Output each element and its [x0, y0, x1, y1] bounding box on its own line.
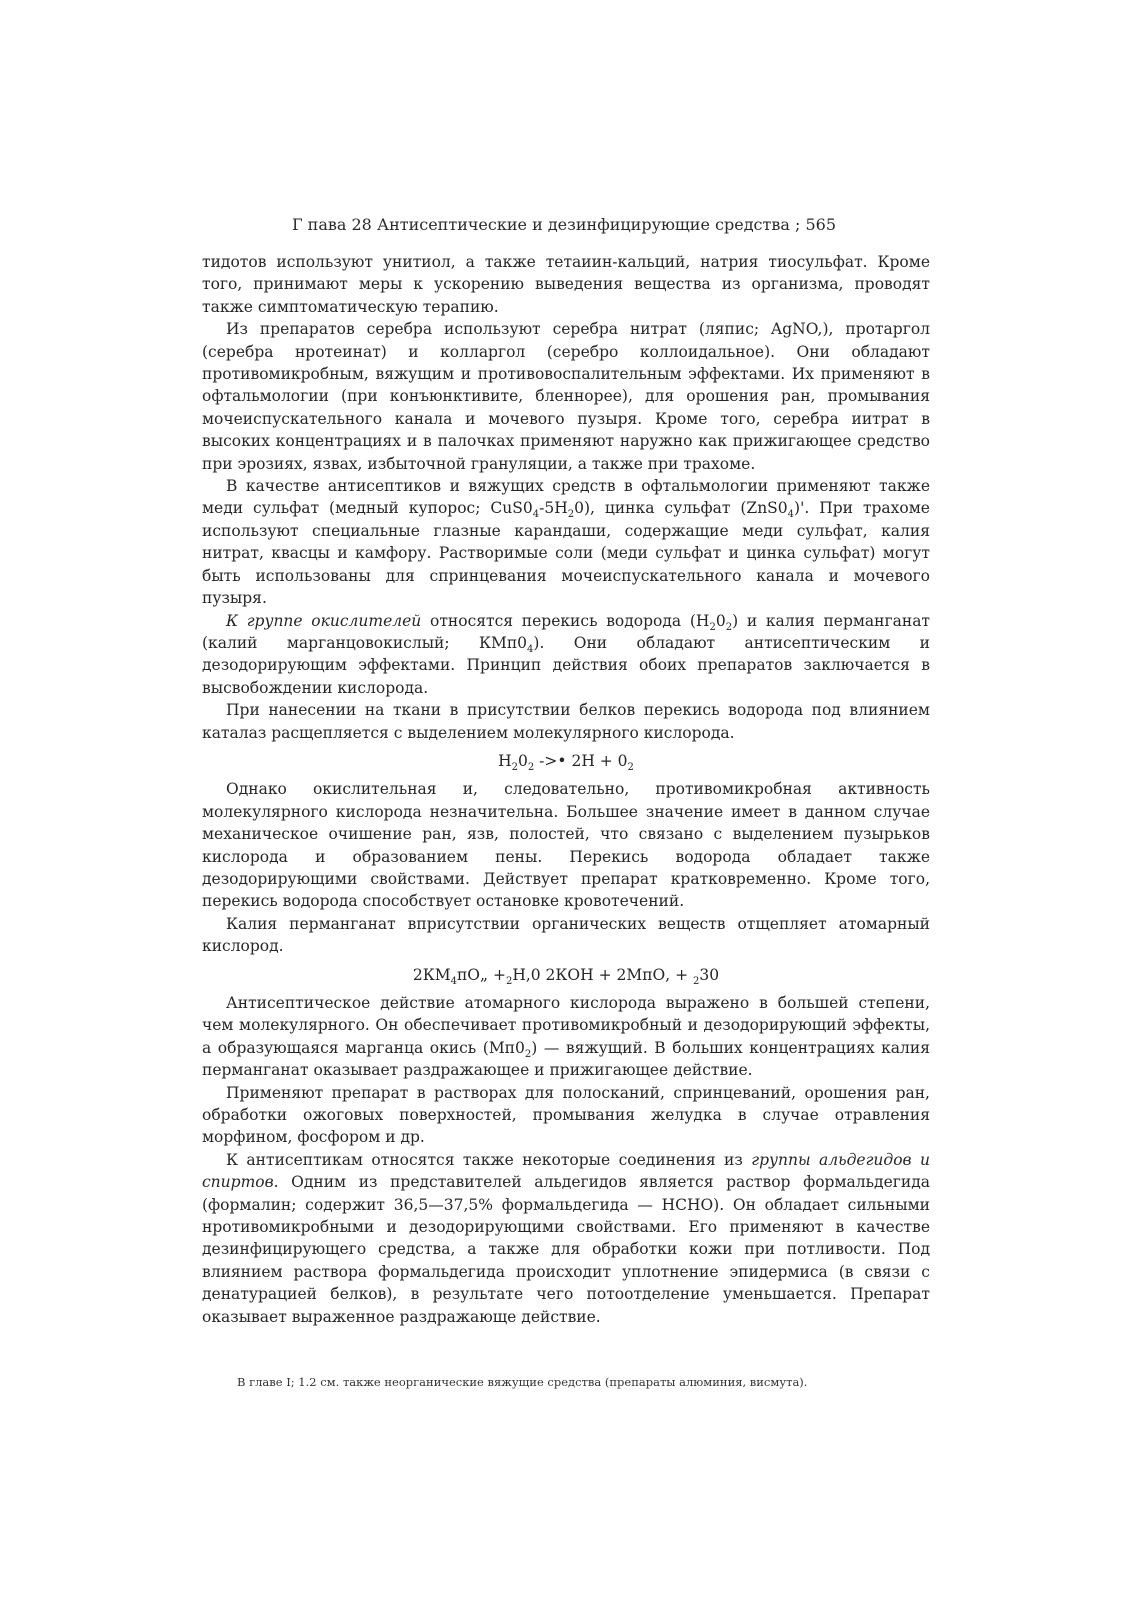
subscript: 2 [725, 621, 733, 633]
text-run: ) — вяжущий. В больших концентрациях калия перманганат оказывает раздражающее и прижигающее действие. [202, 1038, 931, 1080]
running-header: Г пава 28 Антисептические и дезинфицирующие средства ; 565 [291, 215, 837, 234]
subscript: 2 [693, 975, 700, 987]
text-run: ) и калия перманганат (калий марганцовокислый; КМп0 [202, 611, 931, 652]
text-run: Антисептическое действие атомарного кислорода выражено в большей степени, чем молекулярного. Он обеспечивает противомикробный и дезодорирующий эффекты, а образующаяся марганца окись (Мп0 [202, 994, 930, 1057]
emphasis: К группе окислителей [226, 611, 422, 630]
subscript: 2 [627, 762, 634, 774]
subscript: 2 [505, 975, 513, 987]
paragraph-atomic-oxygen [202, 992, 930, 1082]
subscript: 2 [511, 762, 518, 774]
text-run: Одним из представителей альдегидов является раствор формальдегида (формалин; содержит 36,5—37,5% формальдегида — НСНО). Он обладает сильными нротивомикробными и дезодорирующими свойствами. Его применяют в качестве дезинфицирующего средства, а также для обработки кожи при потливости. Под влиянием раствора формальдегида происходит уплотнение эпидермиса (в связи с денатурацией белков), в результате чего потоотделение уменьшается. Препарат оказывает выраженное раздражающе действие. [202, 1173, 930, 1326]
subscript: 4 [527, 644, 534, 655]
subscript: 2 [567, 509, 575, 521]
paragraph-oxidative-activity: Однако окислительная и, следовательно, противомикробная активность молекулярного кислорода незначительна. Большее значение имеет в данном случае механическое очишение ран, язв, полостей, что связано с выделением пузырьков кислорода и образованием пены. Перекись водорода обладает также дезодорирующими свойствами. Действует препарат кратковременно. Кроме того, перекись водорода способствует остановке кровотечений. [202, 780, 930, 911]
paragraph-oxidizers [202, 610, 930, 700]
paragraph-permanganate: Калия перманганат вприсутствии органических веществ отщепляет атомарный кислород. [202, 914, 930, 956]
paragraph-usage: Применяют препарат в растворах для полосканий, спринцеваний, орошения ран, обработки ожоговых поверхностей, промывания желудка в случае отравления морфином, фосфором и др. [202, 1083, 930, 1147]
paragraph-antidotes: тидотов используют унитиол, а также тетаиин-кальций, натрия тиосульфат. Кроме того, принимают меры к ускорению выведения вещества из организма, проводят также симптоматическую терапию. [202, 253, 930, 316]
subscript: 4 [532, 509, 540, 521]
paragraph-silver: Из препаратов серебра используют серебра нитрат (ляпис; AgNO,), протаргол (серебра нротеинат) и колларгол (серебро коллоидальное). Они обладают противомикробным, вяжущим и противовоспалительным эффектами. Их применяют в офтальмологии (при конъюнктивите, бленнорее), для орошения ран, промывания мочеиспускательного канала и мочевого пузыря. Кроме того, серебра иитрат в высоких концентрациях и в палочках применяют наружно как прижигающее средство при эрозиях, язвах, избыточной грануляции, а также при трахоме. [202, 320, 930, 473]
body-text [202, 251, 930, 1328]
text-run: 30 [699, 965, 720, 984]
subscript: 2 [709, 621, 716, 633]
text-run: )'. При трахоме используют специальные глазные карандаши, содержащие меди сульфат, калия нитрат, квасцы и камфору. Растворимые соли (меди сульфат и цинка сульфат) могут быть использованы для спринцевания мочеиспускательного канала и мочевого пузыря. [202, 499, 930, 608]
subscript: 4 [787, 509, 795, 521]
text-run: ). Они обладают антисептическим и дезодорирующим эффектами. Принцип действия обоих препаратов заключается в высвобождении кислорода. [202, 633, 930, 697]
text-run: 0 [517, 751, 528, 770]
subscript: 2 [527, 762, 535, 774]
text-run: -5H [539, 499, 568, 518]
text-run: относятся перекись водорода (H [421, 611, 710, 630]
text-run: ->• 2H + 0 [534, 751, 628, 770]
text-run: Н,0 2КОН + 2МпО, + [512, 965, 694, 984]
paragraph-peroxide-tissue: При нанесении на ткани в присутствии белков перекись водорода под влиянием каталаз расщепляется с выделением молекулярного кислорода. [202, 701, 930, 742]
text-run: В качестве антисептиков и вяжущих средств в офтальмологии применяют также меди сульфат (медный купорос; CuS0 [202, 477, 930, 518]
paragraph-aldehydes [202, 1149, 930, 1328]
text-run: пО„ + [456, 965, 506, 984]
formula-peroxide [202, 750, 930, 772]
text-run: 2КМ [412, 965, 451, 984]
text-run: К антисептикам относятся также некоторые соединения из [226, 1150, 752, 1169]
emphasis: группы альдегидов и спиртов. [202, 1150, 930, 1192]
subscript: 2 [524, 1048, 532, 1060]
subscript: 4 [450, 975, 457, 987]
footnote: В главе I; 1.2 см. также неорганические вяжущие средства (препараты алюминия, висмута). [237, 1375, 808, 1389]
formula-permanganate [202, 964, 930, 986]
text-run: 0 [715, 611, 726, 630]
text-run: H [498, 751, 512, 770]
text-run: 0), цинка сульфат (ZnS0 [574, 499, 788, 518]
paragraph-ophthalmology [202, 475, 930, 609]
